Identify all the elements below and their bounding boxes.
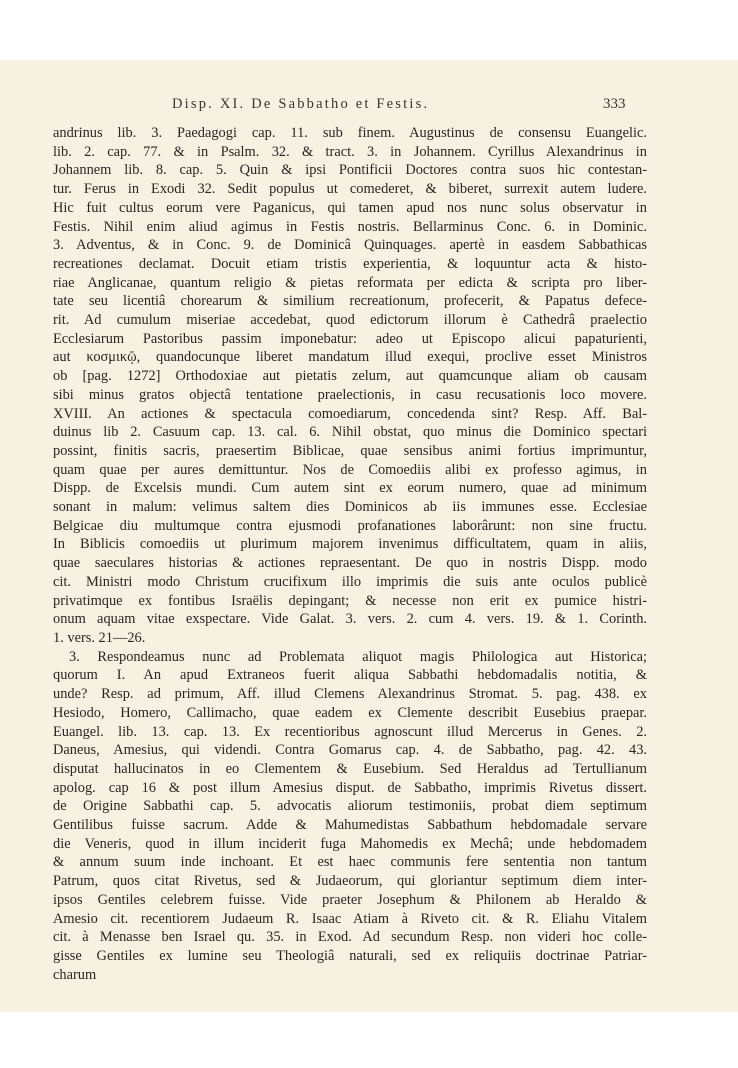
text-line: Daneus, Amesius, qui videndi. Contra Gomarus cap. 4. de Sabbatho, pag. 42. 43. (53, 742, 647, 759)
text-line: possint, finitis sacris, praesertim Biblicae, quae sensibus animi fortius imprimuntur, (53, 442, 647, 459)
text-line: riae Anglicanae, quantum religio & pietas reformata per edicta & scripta pro liber- (53, 274, 647, 291)
page-header (0, 96, 738, 116)
text-line: Ecclesiarum Pastoribus passim imponebatur: adeo ut Episcopo alicui papaturienti, (53, 330, 647, 347)
text-line: rit. Ad cumulum miseriae accedebat, quod edictorum illorum è Cathedrâ praelectio (53, 312, 647, 329)
book-page (0, 60, 738, 1012)
text-line: tur. Ferus in Exodi 32. Sedit populus ut comederet, & biberet, surrexit autem ludere. (53, 181, 647, 198)
top-margin (0, 0, 738, 60)
text-line: & annum suum inde inchoant. Et est haec communis fere sententia non tantum (53, 854, 647, 871)
text-line: quam quae per aures demittuntur. Nos de Comoediis alibi ex professo agimus, in (53, 461, 647, 478)
text-line: recreationes declamat. Docuit etiam tristis experientia, & loquuntur acta & histo- (53, 255, 647, 272)
text-line: die Veneris, quod in illum inciderit fuga Mahomedis ex Mechâ; unde hebdomadem (53, 835, 647, 852)
text-line: 1. vers. 21—26. (53, 629, 146, 646)
text-line: aut κοσμικῷ, quandocunque liberet mandatum illud exequi, proclive esset Ministros (53, 349, 647, 366)
text-line: Euangel. lib. 13. cap. 13. Ex recentioribus agnoscunt illud Mercerus in Genes. 2. (53, 723, 647, 740)
text-line: ob [pag. 1272] Orthodoxiae aut pietatis zelum, aut quamcunque aliam ob causam (53, 368, 647, 385)
text-line: sibi minus gratos objectâ tentatione praelectionis, in casu recusationis loco movere. (53, 386, 647, 403)
text-line: sonant in malum: velimus saltem dies Dominicos ab iis immunes esse. Ecclesiae (53, 499, 647, 516)
text-line: unde? Resp. ad primum, Aff. illud Clemens Alexandrinus Stromat. 5. pag. 438. ex (53, 686, 647, 703)
text-line: Belgicae diu multumque contra ejusmodi profanationes laborârunt: non sine fructu. (53, 517, 647, 534)
text-line: de Origine Sabbathi cap. 5. advocatis aliorum testimoniis, probat diem septimum (53, 798, 647, 815)
text-line: charum (53, 966, 97, 983)
text-line: Hesiodo, Homero, Callimacho, quae eadem ex Clemente describit Eusebius praepar. (53, 704, 647, 721)
text-line: privatimque ex fontibus Israëlis depingant; & necesse non erit ex pumice histri- (53, 592, 647, 609)
text-line: cit. Ministri modo Christum crucifixum illo imprimis die suis ante oculos publicè (53, 573, 647, 590)
text-line: quorum I. An apud Extraneos fuerit aliqua Sabbathi hebdomadalis notitia, & (53, 667, 647, 684)
text-line: cit. à Menasse ben Israel qu. 35. in Exod. Ad secundum Resp. non videri hoc colle- (53, 929, 647, 946)
text-line: Hic fuit cultus eorum vere Paganicus, qui tamen apud nos nunc solus observatur in (53, 199, 647, 216)
text-line: XVIII. An actiones & spectacula comoediarum, concedenda sint? Resp. Aff. Bal- (53, 405, 647, 422)
text-line: tate seu licentiâ chorearum & similium recreationum, profecerit, & Papatus defece- (53, 293, 647, 310)
text-line: quae saeculares historias & actiones repraesentant. De quo in nostris Dispp. modo (53, 555, 647, 572)
text-line: Gentilibus fuisse sacrum. Adde & Mahumedistas Sabbathum hebdomadale servare (53, 817, 647, 834)
text-line: andrinus lib. 3. Paedagogi cap. 11. sub finem. Augustinus de consensu Euangelic. (53, 125, 647, 141)
text-line: Festis. Nihil enim aliud agimus in Festis nostris. Bellarminus Conc. 6. in Dominic. (53, 218, 647, 235)
text-line: Johannem lib. 8. cap. 5. Quin & ipsi Pontificii Doctores contra suos hic contestan- (53, 162, 647, 179)
text-line: duinus lib 2. Casuum cap. 13. cal. 6. Nihil obstat, quo minus die Dominico spectari (53, 424, 647, 441)
body-text (53, 124, 647, 984)
text-line: In Biblicis comoediis ut plurimum majorem invenimus difficultatem, quam in aliis, (53, 536, 647, 553)
text-line: gisse Gentiles ex lumine seu Theologiâ naturali, sed ex reliquiis doctrinae Patriar- (53, 947, 647, 964)
text-line: Amesio cit. recentiorem Judaeum R. Isaac Atiam à Riveto cit. & R. Eliahu Vitalem (53, 910, 647, 927)
text-line: lib. 2. cap. 77. & in Psalm. 32. & tract. 3. in Johannem. Cyrillus Alexandrinus in (53, 143, 647, 160)
text-line: apolog. cap 16 & post illum Amesius disput. de Sabbatho, imprimis Rivetus dissert. (53, 779, 647, 796)
text-line: disputat hallucinatos in eo Clementem & Eusebium. Sed Heraldus ad Tertullianum (53, 760, 647, 777)
text-line: 3. Adventus, & in Conc. 9. de Dominicâ Quinquages. apertè in easdem Sabbathicas (53, 237, 647, 254)
text-line: Patrum, quos citat Rivetus, sed & Judaeorum, qui gloriantur septimum diem inter- (53, 873, 647, 890)
page-number: 333 (603, 96, 626, 112)
text-line: Dispp. de Excelsis mundi. Cum autem sint ex eorum numero, quae ad minimum (53, 480, 647, 497)
text-line: 3. Respondeamus nunc ad Problemata aliquot magis Philologica aut Historica; (69, 648, 647, 665)
text-line: ipsos Gentiles celebrem fuisse. Vide praeter Josephum & Philonem ab Heraldo & (53, 891, 647, 908)
text-line: onum aquam vitae exspectare. Vide Galat. 3. vers. 2. cum 4. vers. 19. & 1. Corinth. (53, 611, 647, 628)
running-title: Disp. XI. De Sabbatho et Festis. (172, 96, 430, 112)
